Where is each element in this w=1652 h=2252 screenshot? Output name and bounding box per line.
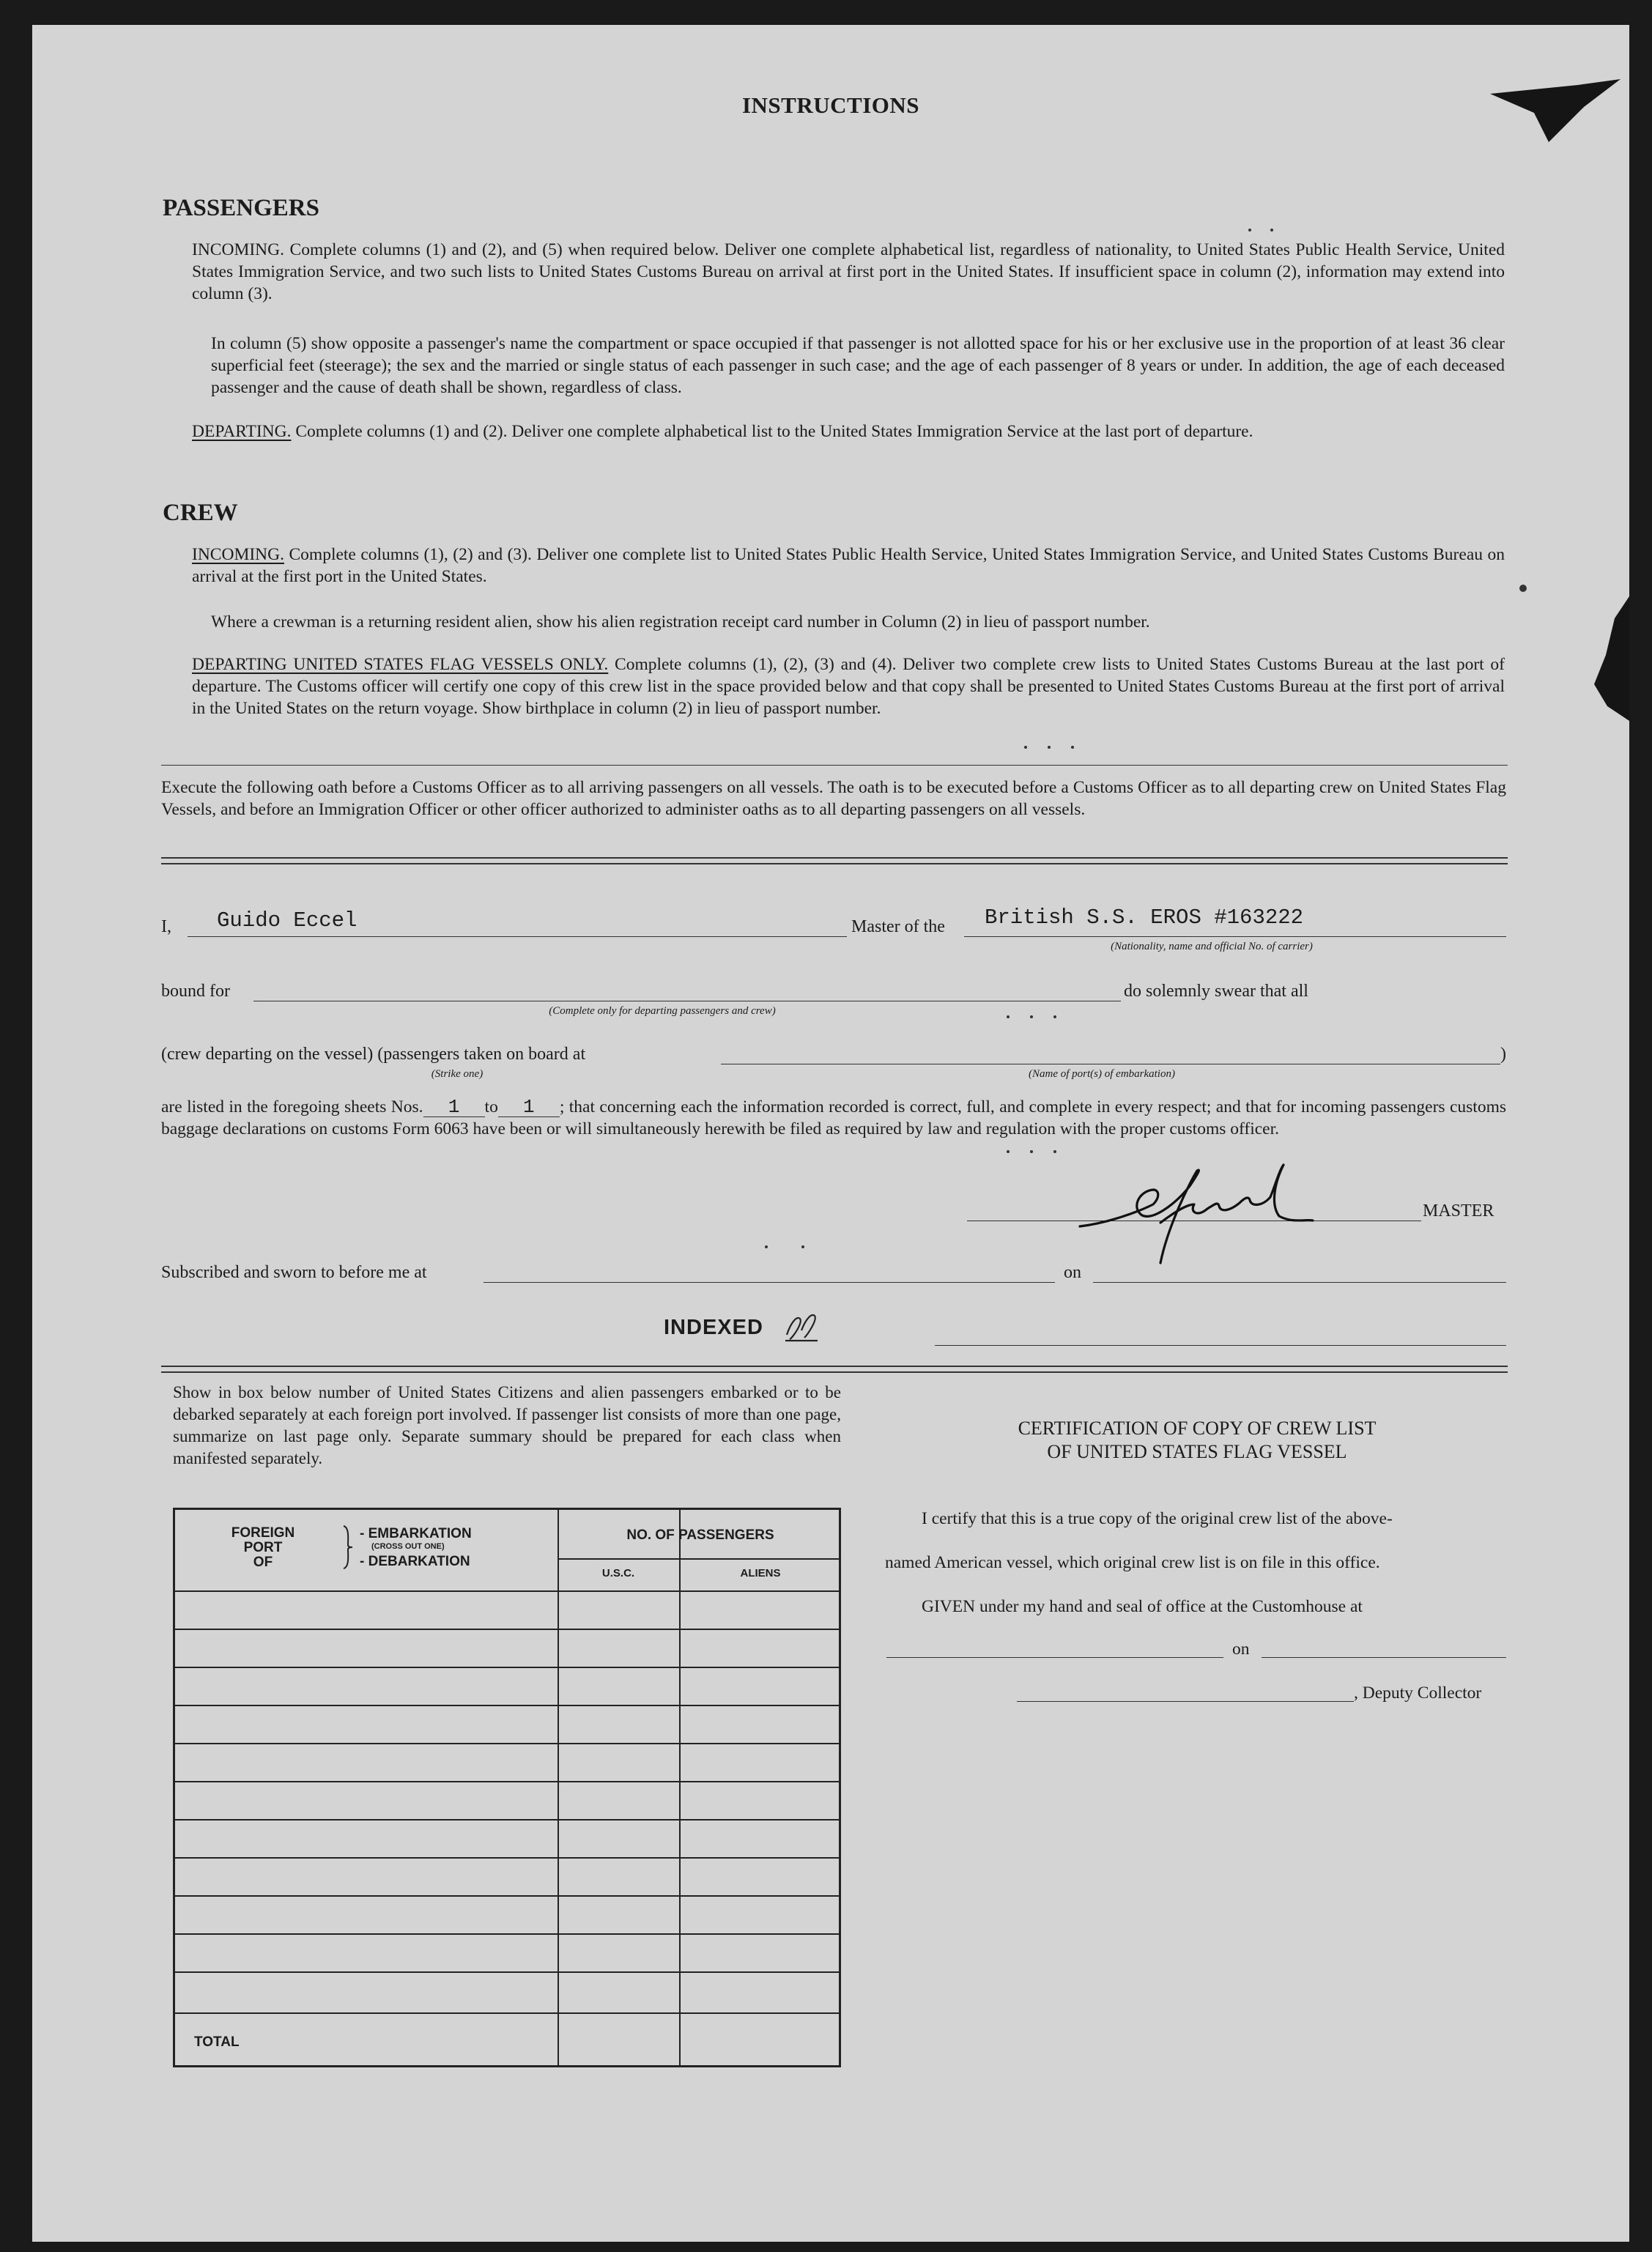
speck: [1270, 229, 1273, 232]
total-label: TOTAL: [194, 2034, 240, 2050]
speck: [765, 1245, 768, 1248]
subscribed-on-label: on: [1064, 1263, 1081, 1282]
speck: [1007, 1015, 1010, 1018]
speck: [801, 1245, 804, 1248]
divider: [161, 765, 1508, 766]
customhouse-line: [886, 1657, 1223, 1658]
table-row[interactable]: [175, 1819, 839, 1821]
crew-incoming-label: INCOMING.: [192, 545, 284, 564]
bound-caption: (Complete only for departing passengers and crew): [549, 1005, 776, 1017]
ports-caption: (Name of port(s) of embarkation): [1029, 1068, 1175, 1080]
col-embarkation: - EMBARKATION: [360, 1526, 472, 1541]
speck: [1248, 229, 1251, 232]
certify-line2: named American vessel, which original crew list is on file in this office.: [885, 1553, 1380, 1572]
oath-instruction-paragraph: Execute the following oath before a Customs Officer as to all arriving passengers on all vessels. The oath is to be executed before a Customs Officer as to all departing crew on United States Flag Vessels, and before an Immigration Officer or other officer authorized to administer oaths as to all departing passengers on all vessels.: [161, 778, 1506, 819]
oath-i-label: I,: [161, 917, 171, 936]
passengers-incoming-label: INCOMING.: [192, 240, 284, 259]
certify-line1: I certify that this is a true copy of the original crew list of the above-: [922, 1509, 1393, 1528]
speck: [1030, 1015, 1033, 1018]
certification-title-line2: OF UNITED STATES FLAG VESSEL: [1047, 1441, 1347, 1462]
deputy-collector-label: , Deputy Collector: [1354, 1684, 1482, 1703]
certification-title-line1: CERTIFICATION OF COPY OF CREW LIST: [1018, 1418, 1377, 1439]
passengers-incoming-paragraph: [192, 239, 1505, 305]
form-page: [32, 25, 1629, 2242]
speck: [1024, 746, 1027, 749]
table-header-line: [175, 1590, 839, 1592]
speck: [1519, 585, 1527, 592]
table-vline: [558, 1510, 559, 2065]
to-label: to: [484, 1097, 498, 1116]
double-rule2-top: [161, 1366, 1508, 1367]
table-row[interactable]: [175, 1743, 839, 1744]
table-row[interactable]: [175, 1781, 839, 1782]
strike-caption: (Strike one): [431, 1068, 484, 1080]
listed-text: ; that concerning each the information recorded is correct, full, and complete in every respect; and that for incoming passengers customs baggage declarations on customs Form 6063 have been or will simultaneously herewith be filed as required by law and regulation with the proper customs officer.: [161, 1097, 1506, 1138]
indexed-stamp: INDEXED: [664, 1316, 763, 1339]
sheet-from-field[interactable]: 1: [423, 1097, 485, 1117]
passengers-departing-text: Complete columns (1) and (2). Deliver one complete alphabetical list to the United States Immigration Service at the last port of departure.: [295, 422, 1253, 441]
cross-out-note: (CROSS OUT ONE): [371, 1542, 445, 1551]
table-row[interactable]: [175, 1667, 839, 1668]
table-row[interactable]: [175, 1857, 839, 1859]
table-row[interactable]: [175, 1895, 839, 1897]
passengers-column5-paragraph: In column (5) show opposite a passenger's name the compartment or space occupied if that passenger is not allotted space for his or her exclusive use in the proportion of at least 36 clear superficial feet (steerage); the sex and the married or single status of each passenger in such case; and the age of each passenger of 8 years or under. In addition, the age of each deceased passenger and the cause of death shall be shown, regardless of class.: [211, 334, 1505, 397]
master-name-field[interactable]: Guido Eccel: [217, 908, 358, 933]
crew-departing-paragraph: [192, 653, 1505, 719]
listed-paragraph: [161, 1096, 1506, 1140]
crew-departing-oath-label: (crew departing on the vessel) (passengers taken on board at: [161, 1045, 586, 1064]
speck: [1048, 746, 1051, 749]
speck: [1071, 746, 1074, 749]
col-aliens: ALIENS: [740, 1567, 781, 1579]
officer-line: [935, 1345, 1506, 1346]
col-debarkation: - DEBARKATION: [360, 1554, 470, 1569]
col-usc: U.S.C.: [601, 1567, 635, 1579]
given-text: GIVEN under my hand and seal of office at the Customhouse at: [922, 1597, 1363, 1616]
vessel-line: [964, 936, 1506, 937]
double-rule-top: [161, 857, 1508, 859]
passenger-summary-table: [173, 1508, 841, 2067]
double-rule-bottom: [161, 863, 1508, 864]
passengers-incoming-text: Complete columns (1) and (2), and (5) when required below. Deliver one complete alphabetical list, regardless of nationality, to United States Public Health Service, United States Immigration Service, and two such lists to United States Customs Bureau on arrival at first port in the United States. If insufficient space in column (2), information may extend into column (3).: [192, 240, 1505, 303]
passengers-heading: PASSENGERS: [163, 195, 319, 221]
table-row[interactable]: [175, 1971, 839, 1973]
table-vline: [679, 1510, 681, 2065]
certification-date-line: [1262, 1657, 1506, 1658]
summary-instruction: Show in box below number of United States Citizens and alien passengers embarked or to be debarked separately at each foreign port involved. If passenger list consists of more than one page, summarize on last page only. Separate summary should be prepared for each class when manifested separately.: [173, 1383, 841, 1467]
speck: [1030, 1150, 1033, 1153]
close-paren: ): [1500, 1045, 1506, 1064]
speck: [1007, 1150, 1010, 1153]
crew-incoming-paragraph: [192, 544, 1505, 588]
bound-for-label: bound for: [161, 982, 230, 1001]
crew-departing-label: DEPARTING UNITED STATES FLAG VESSELS ONLY.: [192, 655, 609, 674]
certification-title: [882, 1417, 1512, 1464]
crew-incoming-text: Complete columns (1), (2) and (3). Deliver one complete list to United States Public Health Service, United States Immigration Service, and United States Customs Bureau on arrival at the first port in the United States.: [192, 545, 1505, 586]
crew-departing-text: Complete columns (1), (2), (3) and (4). Deliver two complete crew lists to United States Customs Bureau at the last port of departure. The Customs officer will certify one copy of this crew list in the space provided below and that copy shall be presented to United States Customs Bureau at the first port of arrival in the United States on the return voyage. Show birthplace in column (2) in lieu of passport number.: [192, 655, 1505, 718]
sheet-to-field[interactable]: 1: [498, 1097, 560, 1117]
listed-label: are listed in the foregoing sheets Nos.: [161, 1097, 423, 1116]
edge-tear-mark: [1593, 596, 1629, 721]
subscribed-date-line: [1093, 1282, 1506, 1283]
certification-on-label: on: [1232, 1640, 1250, 1659]
deputy-collector-line: [1017, 1701, 1354, 1702]
table-row[interactable]: [175, 1705, 839, 1706]
speck: [1053, 1150, 1056, 1153]
col-foreign-port: FOREIGN PORT OF: [231, 1525, 295, 1570]
crew-resident-paragraph: Where a crewman is a returning resident alien, show his alien registration receipt card number in Column (2) in lieu of passport number.: [211, 612, 1150, 631]
table-row[interactable]: [175, 1933, 839, 1935]
crew-heading: CREW: [163, 500, 238, 526]
page-title: INSTRUCTIONS: [741, 92, 919, 118]
vessel-caption: (Nationality, name and official No. of carrier): [1111, 941, 1313, 952]
speck: [1053, 1015, 1056, 1018]
passengers-departing-label: DEPARTING.: [192, 422, 292, 441]
table-subheader-line: [558, 1558, 839, 1560]
indexed-initials: [781, 1308, 825, 1345]
subscribed-label: Subscribed and sworn to before me at: [161, 1263, 427, 1282]
subscribed-place-line: [484, 1282, 1055, 1283]
master-name-line: [188, 936, 847, 937]
swear-label: do solemnly swear that all: [1124, 982, 1308, 1001]
double-rule2-bottom: [161, 1371, 1508, 1373]
brace-icon: [342, 1525, 354, 1570]
table-total-line: [175, 2012, 839, 2014]
table-row[interactable]: [175, 1629, 839, 1630]
master-signature: [1051, 1153, 1314, 1270]
master-of-label: Master of the: [851, 917, 945, 936]
vessel-field[interactable]: British S.S. EROS #163222: [985, 905, 1304, 930]
master-label: MASTER: [1423, 1201, 1494, 1221]
col-passengers: NO. OF PASSENGERS: [626, 1527, 774, 1543]
passengers-departing-paragraph: [192, 421, 1505, 442]
